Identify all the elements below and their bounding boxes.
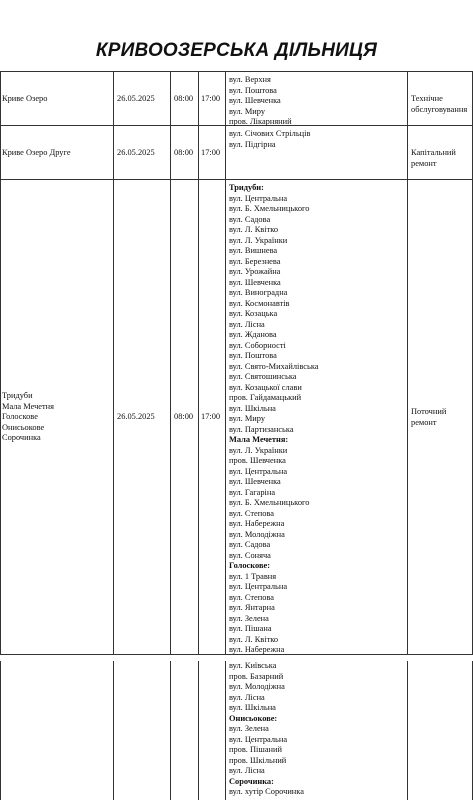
column-divider	[198, 72, 199, 800]
settlement-cell	[2, 148, 71, 159]
page-gap	[0, 655, 473, 661]
street-item: вул. Миру	[229, 106, 266, 116]
street-item: вул. Зелена	[229, 613, 269, 623]
street-item: вул. Центральна	[229, 466, 288, 476]
street-item: вул. Степова	[229, 508, 274, 518]
end-cell: 17:00	[201, 147, 221, 157]
streets-list	[229, 129, 310, 150]
street-item: вул. Святошинська	[229, 372, 297, 381]
column-divider	[407, 72, 408, 800]
street-item: вул. Соняча	[229, 550, 271, 560]
street-item: пров. Гайдамацький	[229, 393, 302, 402]
streets-list	[229, 75, 292, 128]
streets-list	[229, 183, 318, 656]
street-item: вул. Поштова	[229, 351, 277, 360]
street-item: вул. Садова	[229, 214, 271, 224]
end-cell: 17:00	[201, 412, 221, 422]
street-item: вул. Зелена	[229, 724, 269, 733]
page-title: КРИВООЗЕРСЬКА ДІЛЬНИЦЯ	[95, 40, 378, 61]
date-cell: 26.05.2025	[117, 412, 155, 422]
street-item: вул. Козацької слави	[229, 382, 302, 392]
street-item: вул. Гагаріна	[229, 487, 276, 497]
street-item: пров. Базарний	[229, 671, 284, 681]
street-item: вул. Центральна	[229, 193, 288, 203]
street-item: вул. Січових Стрільців	[229, 129, 311, 138]
street-item: вул. Шевченка	[229, 477, 281, 486]
street-item: вул. Шевченка	[229, 277, 281, 287]
settlement-name: Криве Озеро Друге	[2, 147, 71, 157]
settlement-cell	[2, 94, 47, 105]
street-item: вул. Л. Українки	[229, 445, 288, 455]
street-item: вул. Лісна	[229, 319, 265, 329]
date-cell: 26.05.2025	[117, 93, 155, 103]
street-item: вул. Соборності	[229, 340, 286, 350]
settlement-heading: Тридуби:	[229, 183, 264, 192]
street-item: пров. Шкільний	[229, 755, 287, 765]
streets-list	[229, 661, 304, 798]
street-item: вул. Шевченка	[229, 96, 281, 105]
settlement-name: Криве Озеро	[2, 93, 48, 103]
street-item: вул. Космонавтів	[229, 298, 290, 308]
settlement-name: Тридуби	[2, 391, 33, 401]
work-type-cell	[411, 407, 446, 428]
settlement-heading: Мала Мечетня:	[229, 435, 289, 444]
street-item: вул. Миру	[229, 414, 266, 423]
street-item: вул. Шкільна	[229, 703, 276, 712]
street-item: вул. Молодіжна	[229, 529, 285, 539]
settlement-heading: Онисьокове:	[229, 713, 278, 723]
street-item: вул. Жданова	[229, 330, 277, 339]
work-type-line: ремонт	[411, 158, 437, 168]
street-item: вул. Лісна	[229, 692, 265, 702]
column-divider	[113, 72, 114, 800]
column-divider	[170, 72, 171, 800]
street-item: вул. Козацька	[229, 309, 278, 318]
start-cell: 08:00	[174, 147, 194, 157]
start-cell: 08:00	[174, 412, 194, 422]
street-item: вул. хутір Сорочинка	[229, 787, 304, 796]
start-cell: 08:00	[174, 93, 194, 103]
street-item: вул. Центральна	[229, 734, 288, 744]
street-item: вул. Молодіжна	[229, 682, 285, 691]
street-item: вул. Набережна	[229, 645, 285, 654]
work-type-line: ремонт	[411, 417, 437, 427]
street-item: вул. Поштова	[229, 85, 277, 95]
street-item: вул. Березнева	[229, 256, 281, 266]
street-item: пров. Шевченка	[229, 456, 286, 465]
street-item: вул. Набережна	[229, 519, 285, 528]
street-item: вул. Шкільна	[229, 403, 276, 413]
settlement-name: Мала Мечетня	[2, 401, 54, 411]
settlement-name: Онисьокове	[2, 422, 45, 432]
street-item: вул. Вишнева	[229, 246, 278, 255]
date-cell: 26.05.2025	[117, 147, 155, 157]
settlement-heading: Голоскове:	[229, 561, 270, 570]
street-item: вул. Центральна	[229, 582, 288, 591]
street-item: вул. Степова	[229, 592, 274, 602]
work-type-line: Капітальний	[411, 148, 456, 157]
street-item: вул. Лісна	[229, 766, 265, 775]
work-type-line: обслуговування	[411, 104, 468, 114]
settlement-name: Сорочинка	[2, 433, 41, 443]
settlement-heading: Сорочинка:	[229, 776, 274, 786]
street-item: вул. Підгірна	[229, 139, 276, 149]
street-item: вул. Урожайна	[229, 267, 281, 276]
street-item: вул. Свято-Михайлівська	[229, 361, 319, 371]
work-type-cell	[411, 148, 456, 169]
street-item: вул. Л. Українки	[229, 235, 288, 245]
street-item: вул. Б. Хмельницького	[229, 498, 310, 507]
end-cell: 17:00	[201, 93, 221, 103]
street-item: вул. Л. Квітко	[229, 634, 279, 644]
work-type-line: Поточний	[411, 407, 447, 416]
street-item: вул. 1 Травня	[229, 571, 277, 581]
settlement-cell	[2, 391, 54, 444]
column-divider	[225, 72, 226, 800]
street-item: вул. Б. Хмельницького	[229, 204, 310, 213]
street-item: вул. Л. Квітко	[229, 225, 279, 234]
street-item: вул. Виноградна	[229, 288, 288, 297]
table-left-border	[0, 72, 1, 800]
street-item: вул. Київська	[229, 661, 277, 670]
work-type-cell	[411, 94, 467, 115]
street-item: пров. Пішаний	[229, 745, 282, 754]
settlement-name: Голоскове	[2, 412, 38, 422]
work-type-line: Технічне	[411, 94, 443, 103]
street-item: вул. Янтарна	[229, 603, 275, 612]
street-item: вул. Партизанська	[229, 424, 294, 434]
street-item: вул. Садова	[229, 540, 271, 549]
street-item: пров. Лікарняний	[229, 117, 292, 126]
street-item: вул. Пішана	[229, 624, 272, 633]
street-item: вул. Верхня	[229, 75, 271, 84]
